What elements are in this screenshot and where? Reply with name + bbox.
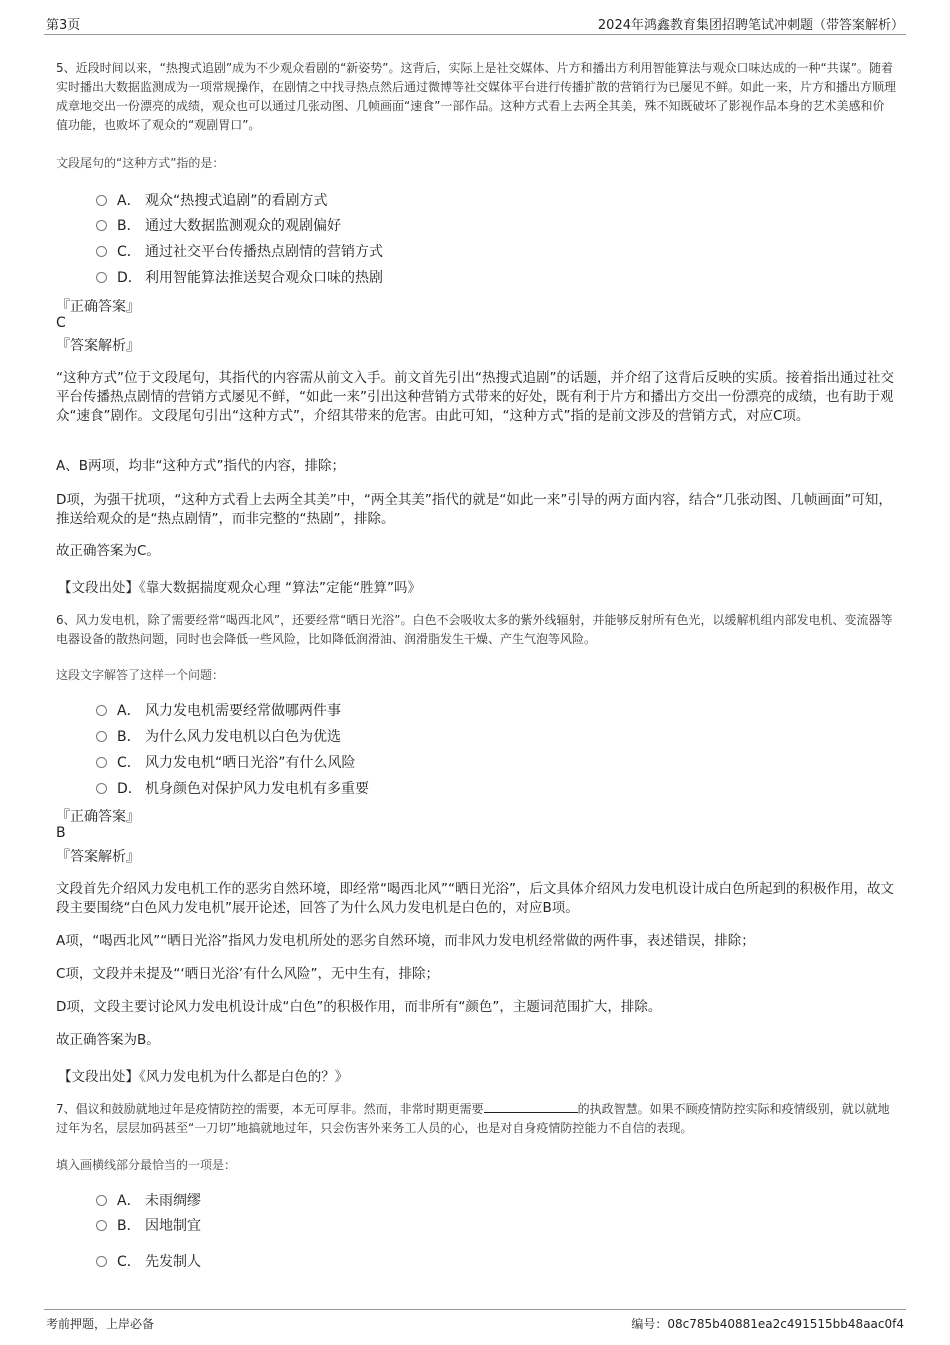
option-letter: C． <box>117 1254 141 1270</box>
option-text: 风力发电机需要经常做哪两件事 <box>145 703 341 719</box>
q5-option-a[interactable] <box>96 190 328 210</box>
option-letter: B． <box>117 729 141 745</box>
header-divider <box>44 34 906 35</box>
option-letter: B． <box>117 218 141 234</box>
option-text: 未雨绸缪 <box>145 1193 201 1209</box>
radio-icon[interactable] <box>96 246 107 257</box>
analysis-conclusion: 故正确答案为B。 <box>56 1032 160 1048</box>
correct-answer-label: 『正确答案』 <box>56 809 140 825</box>
option-letter: A． <box>117 703 141 719</box>
option-text: 先发制人 <box>145 1254 201 1270</box>
radio-icon[interactable] <box>96 272 107 283</box>
analysis-paragraph: A项，“喝西北风”“晒日光浴”指风力发电机所处的恶劣自然环境，而非风力发电机经常做的两件事，表述错误，排除； <box>56 933 755 949</box>
q5-option-b[interactable] <box>96 215 341 235</box>
question-5-stem: 文段尾句的“这种方式”指的是： <box>56 156 225 170</box>
analysis-label: 『答案解析』 <box>56 849 140 865</box>
option-text: 风力发电机“晒日光浴”有什么风险 <box>145 755 356 771</box>
q6-option-a[interactable] <box>96 700 341 720</box>
option-text: 观众“热搜式追剧”的看剧方式 <box>145 193 328 209</box>
q6-option-c[interactable] <box>96 752 356 772</box>
analysis-paragraph: C项，文段并未提及“‘晒日光浴’有什么风险”，无中生有，排除； <box>56 966 439 982</box>
question-7-text-after: 的执政智慧。如果不顾疫情防控实际和疫情级别，就以就地过年为名，层层加码甚至“一刀切”地搞就地过年，只会伤害外来务工人员的心，也是对自身疫情防控能力不自信的表现。 <box>56 1102 890 1135</box>
q7-option-a[interactable] <box>96 1190 201 1210</box>
radio-icon[interactable] <box>96 220 107 231</box>
fill-blank <box>484 1100 578 1113</box>
option-text: 为什么风力发电机以白色为优选 <box>145 729 341 745</box>
option-text: 利用智能算法推送契合观众口味的热剧 <box>145 270 383 286</box>
question-7-stem: 填入画横线部分最恰当的一项是： <box>56 1158 237 1172</box>
q6-option-d[interactable] <box>96 778 369 798</box>
page-header <box>0 0 950 38</box>
footer-divider <box>44 1309 906 1310</box>
radio-icon[interactable] <box>96 1195 107 1206</box>
question-7-text <box>56 1100 896 1138</box>
q7-option-c[interactable] <box>96 1251 201 1271</box>
q5-option-c[interactable] <box>96 241 383 261</box>
option-text: 机身颜色对保护风力发电机有多重要 <box>145 781 369 797</box>
option-letter: C． <box>117 244 141 260</box>
option-letter: B． <box>117 1218 141 1234</box>
analysis-paragraph: A、B两项，均非“这种方式”指代的内容，排除； <box>56 458 345 474</box>
correct-answer: C <box>56 315 66 331</box>
radio-icon[interactable] <box>96 1220 107 1231</box>
page-footer <box>0 1305 950 1345</box>
document-code: 编号：08c785b40881ea2c491515bb48aac0f4 <box>631 1317 904 1331</box>
page-number: 第3页 <box>46 18 81 33</box>
option-text: 通过大数据监测观众的观剧偏好 <box>145 218 341 234</box>
option-letter: A． <box>117 1193 141 1209</box>
source-citation: 【文段出处】《风力发电机为什么都是白色的？》 <box>58 1069 349 1085</box>
question-6-stem: 这段文字解答了这样一个问题： <box>56 668 225 682</box>
option-letter: C． <box>117 755 141 771</box>
radio-icon[interactable] <box>96 705 107 716</box>
correct-answer: B <box>56 825 66 841</box>
footer-slogan: 考前押题，上岸必备 <box>46 1317 155 1331</box>
radio-icon[interactable] <box>96 731 107 742</box>
question-6-text: 6、风力发电机，除了需要经常“喝西北风”，还要经常“晒日光浴”。白色不会吸收太多的紫外线辐射，并能够反射所有色光，以缓解机组内部发电机、变流器等电器设备的散热问题，同时也会降低一些风险，比如降低润滑油、润滑脂发生干燥、产生气泡等风险。 <box>56 613 893 646</box>
analysis-paragraph: D项，文段主要讨论风力发电机设计成“白色”的积极作用，而非所有“颜色”，主题词范围扩大，排除。 <box>56 999 662 1015</box>
option-letter: A． <box>117 193 141 209</box>
question-5-text: 5、近段时间以来，“热搜式追剧”成为不少观众看剧的“新姿势”。这背后，实际上是社交媒体、片方和播出方利用智能算法与观众口味达成的一种“共谋”。随着实时播出大数据监测成为一项常规操作，在剧情之中找寻热点然后通过微博等社交媒体平台进行传播扩散的营销行为已屡见不鲜。如此一来，片方和播出方顺理成章地交出一份漂亮的成绩，观众也可以通过几张动图、几帧画面“速食”一部作品。这种方式看上去两全其美，殊不知既破坏了影视作品本身的艺术美感和价值功能，也败坏了观众的“观剧胃口”。 <box>56 61 897 132</box>
option-text: 通过社交平台传播热点剧情的营销方式 <box>145 244 383 260</box>
analysis-paragraph: D项，为强干扰项，“这种方式看上去两全其美”中，“两全其美”指代的就是“如此一来”引导的两方面内容，结合“几张动图、几帧画面”可知，推送给观众的是“热点剧情”，而非完整的“热剧”，排除。 <box>56 492 892 527</box>
radio-icon[interactable] <box>96 1256 107 1267</box>
analysis-conclusion: 故正确答案为C。 <box>56 543 160 559</box>
radio-icon[interactable] <box>96 783 107 794</box>
question-7-text-before: 7、倡议和鼓励就地过年是疫情防控的需要，本无可厚非。然而，非常时期更需要 <box>56 1102 484 1116</box>
document-title: 2024年鸿鑫教育集团招聘笔试冲刺题（带答案解析） <box>597 18 904 33</box>
q7-option-b[interactable] <box>96 1215 201 1235</box>
option-letter: D． <box>117 270 142 286</box>
radio-icon[interactable] <box>96 757 107 768</box>
correct-answer-label: 『正确答案』 <box>56 299 140 315</box>
analysis-paragraph: 文段首先介绍风力发电机工作的恶劣自然环境，即经常“喝西北风”“晒日光浴”，后文具体介绍风力发电机设计成白色所起到的积极作用，故文段主要围绕“白色风力发电机”展开论述，回答了为什么风力发电机是白色的，对应B项。 <box>56 881 894 916</box>
option-text: 因地制宜 <box>145 1218 201 1234</box>
q5-option-d[interactable] <box>96 267 383 287</box>
source-citation: 【文段出处】《靠大数据揣度观众心理 “算法”定能“胜算”吗》 <box>58 580 422 596</box>
radio-icon[interactable] <box>96 195 107 206</box>
option-letter: D． <box>117 781 142 797</box>
analysis-label: 『答案解析』 <box>56 338 140 354</box>
q6-option-b[interactable] <box>96 726 341 746</box>
analysis-paragraph: “这种方式”位于文段尾句，其指代的内容需从前文入手。前文首先引出“热搜式追剧”的话题，并介绍了这背后反映的实质。接着指出通过社交平台传播热点剧情的营销方式屡见不鲜，“如此一来”引出这种营销方式带来的好处，既有利于片方和播出方交出一份漂亮的成绩，也有助于观众“速食”剧作。文段尾句引出“这种方式”，介绍其带来的危害。由此可知，“这种方式”指的是前文涉及的营销方式，对应C项。 <box>56 370 894 424</box>
